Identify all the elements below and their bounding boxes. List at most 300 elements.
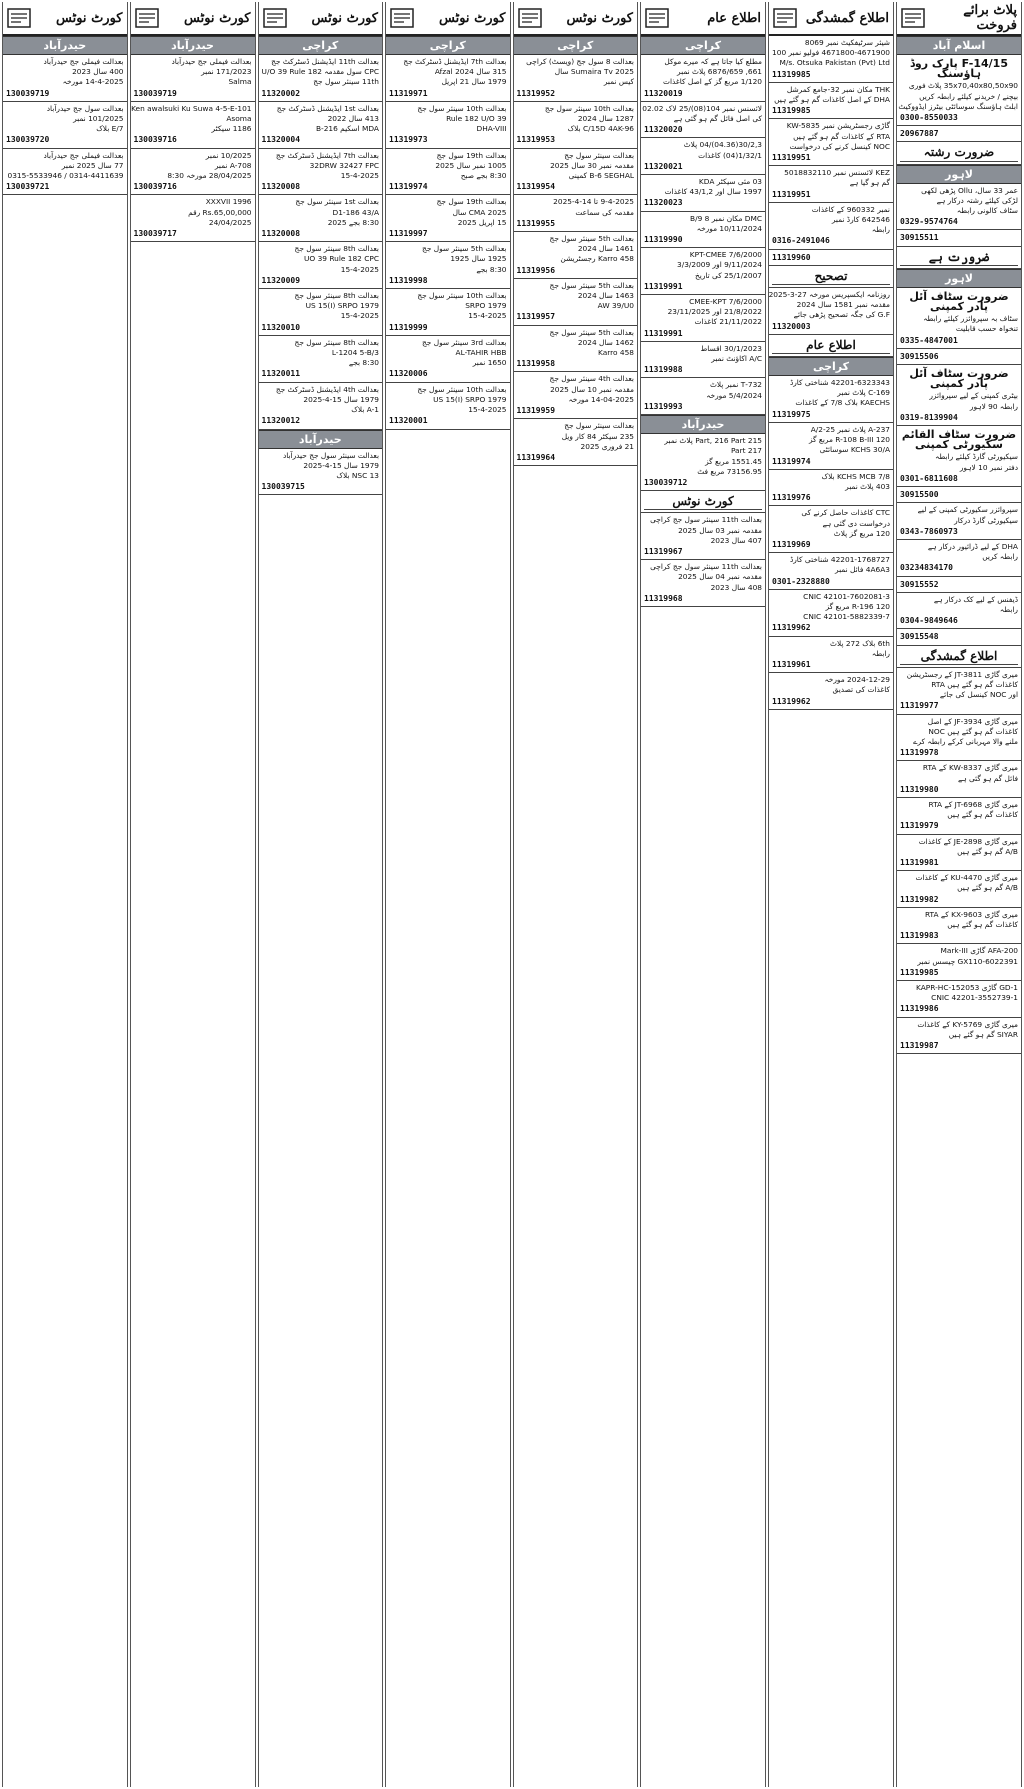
ad-text-line: 03 مئی سیکٹر KDA: [698, 177, 762, 187]
ad-reference-code: 11319985: [772, 69, 811, 79]
ad-text-line: A-1 بلاک: [351, 405, 379, 415]
ad-text-line: CNIC 42101-7602081-3: [803, 591, 890, 601]
classified-ad: [3, 102, 127, 149]
ad-text-line: UO 39 Rule 182 CPC: [304, 254, 379, 264]
classified-ad: [769, 470, 893, 507]
ad-reference-code: 130039719: [6, 88, 50, 98]
ad-text-line: کی اصل فائل گم ہو گئی ہے: [673, 114, 762, 124]
ad-text-line: D1-186 43/A: [332, 207, 379, 217]
ad-text-line: 1997 سال اور 43/1,2 کاغذات: [664, 187, 762, 197]
ad-text-line: بعدالت فیملی جج حیدرآباد: [43, 57, 124, 66]
column-header: [3, 2, 127, 36]
ad-text-line: 30/2,3(04.36)/04 پلاٹ: [683, 140, 762, 150]
ad-text-line: بعدالت 3rd سینئر سول جج: [422, 337, 507, 347]
ad-reference-code: 0329-9574764: [900, 217, 958, 227]
ad-reference-code: 11319952: [516, 88, 556, 98]
ad-text-line: AL-TAHIR HBB: [455, 348, 507, 358]
classified-ad: [641, 491, 765, 513]
ad-reference-code: 11319955: [516, 218, 556, 228]
ad-text-line: روزنامہ ایکسپریس مورخہ 27-3-2025: [768, 290, 890, 300]
ad-text-line: بعدالت 8 سول جج (ویسٹ) کراچی: [526, 57, 634, 66]
classified-ad: [259, 149, 383, 196]
ad-reference-code: 11319954: [516, 182, 556, 192]
classified-ad: [641, 560, 765, 607]
ad-text-line: A-708 نمبر: [214, 160, 252, 170]
ad-reference-code: 11319961: [772, 659, 811, 669]
newspaper-icon: [518, 5, 542, 31]
ad-text-line: بعدالت 10th سینئر سول جج: [544, 103, 634, 113]
classified-ad: [897, 540, 1021, 577]
ad-text-line: 10/2025 نمبر: [205, 150, 252, 160]
ad-text-line: رابطہ 90 لاہور: [969, 401, 1018, 411]
ad-text-line: مطلع کیا جاتا ہے کہ میرے موکل: [664, 57, 762, 66]
classified-column: [258, 2, 384, 1787]
city-band: کراچی: [259, 36, 383, 55]
ad-text-line: 413 سال 2022: [327, 114, 379, 124]
ad-text-line: میری گاڑی KW-8337 کے RTA: [922, 763, 1018, 773]
ad-text-line: 400 سال 2023: [72, 67, 124, 77]
classified-column: [130, 2, 256, 1787]
ad-reference-code: 130039721: [6, 182, 50, 192]
ad-text-line: کاغذات گم ہو گئے ہیں: [947, 810, 1018, 820]
ad-text-line: KCHS 30/A سوسائٹی: [819, 445, 890, 455]
ad-text-line: 1650 نمبر: [472, 358, 507, 368]
ad-text-line: 1005 نمبر سال 2025: [435, 160, 507, 170]
ad-reference-code: 130039717: [133, 229, 177, 239]
ad-text-line: 732-T نمبر پلاٹ: [709, 380, 762, 390]
classified-ad: [897, 871, 1021, 908]
classified-ad: [259, 102, 383, 149]
ad-text-line: C-169 پلاٹ نمبر: [837, 388, 890, 398]
ad-reference-code: 11319999: [389, 322, 428, 332]
ad-reference-code: 0343-7860973: [900, 526, 958, 536]
classified-ad: [769, 83, 893, 120]
ad-text-line: 8:30 بجے 2025: [327, 217, 379, 227]
column-header: [386, 2, 510, 36]
ad-text-line: Salma: [228, 77, 252, 87]
column-heading: کورٹ نوٹس: [184, 10, 251, 26]
classified-ad: [131, 55, 255, 102]
ad-reference-code: 0301-6811608: [900, 473, 958, 483]
classified-ad: [897, 426, 1021, 487]
ad-text-line: DHA کے اصل کاغذات گم ہو گئے ہیں: [774, 95, 890, 105]
ad-text-line: 21/8/2022 اور 23/11/2025: [667, 307, 762, 317]
ad-text-line: لائسنس نمبر 104(08)/25 لاک 02.02: [642, 103, 762, 113]
classified-ad: [641, 378, 765, 415]
column-header: [514, 2, 638, 36]
ad-reference-code: 11319969: [772, 539, 811, 549]
classified-ad: [897, 835, 1021, 872]
ad-reference-code: 11319951: [772, 153, 811, 163]
ad-text-line: 407 سال 2023: [710, 535, 762, 545]
ad-text-line: رابطہ: [871, 225, 890, 235]
ad-text-line: MDA اسکیم 216-B: [315, 124, 379, 134]
ad-text-line: رابطہ کریں: [982, 552, 1018, 562]
classified-ad: [514, 102, 638, 149]
ad-text-line: Karro 458: [597, 348, 634, 358]
ad-reference-code: 11319959: [516, 406, 556, 416]
ad-text-line: 4671800-4671900 فولیو نمبر 100: [772, 48, 890, 58]
ad-text-line: R-108 B-III 120 مربع گز: [808, 435, 890, 445]
ad-reference-code: 11319978: [900, 748, 939, 758]
ad-text-line: 25/1/2007 کی تاریخ: [695, 270, 762, 280]
ad-text-line: 1463 سال 2024: [577, 291, 634, 301]
ad-reference-code: 130039716: [133, 135, 177, 145]
ad-reference-code: 11320020: [644, 125, 683, 135]
classified-ad: [131, 195, 255, 242]
ad-reference-code: 11320023: [644, 198, 683, 208]
ad-reference-code: 30915511: [900, 233, 939, 243]
ad-reference-code: 11319986: [900, 1004, 939, 1014]
ad-text-line: THK مکان نمبر 32-جامع کمرشل: [786, 84, 890, 94]
ad-text-line: 642546 کارڈ نمبر: [831, 215, 890, 225]
ad-reference-code: 0319-8139904: [900, 412, 958, 422]
ad-text-line: بعدالت 5th سینئر سول جج: [549, 327, 634, 337]
classified-ad: [897, 944, 1021, 981]
ad-text-line: 15-4-2025: [340, 171, 379, 181]
newspaper-icon: [390, 5, 414, 31]
ad-reference-code: 11320001: [389, 416, 428, 426]
classified-ad: [259, 289, 383, 336]
ad-text-line: 1979 سال 15-4-2025: [303, 394, 379, 404]
classified-ad: [259, 383, 383, 430]
column-heading: کورٹ نوٹس: [439, 10, 506, 26]
classified-ad: [769, 166, 893, 203]
ad-text-line: بعدالت سول جج حیدرآباد: [46, 103, 124, 113]
ad-text-line: CMA 2025 سال: [452, 207, 507, 217]
ad-reference-code: 11319962: [772, 696, 811, 706]
classified-ad: [897, 247, 1021, 269]
classified-ad: [386, 149, 510, 196]
ad-text-line: Asoma: [226, 114, 252, 124]
ad-text-line: 8:30 بجے: [348, 358, 379, 368]
ad-reference-code: 03234834170: [900, 563, 953, 573]
ad-text-line: CNIC 42101-5882339-7: [803, 612, 890, 622]
ad-reference-code: 11319985: [772, 106, 811, 116]
ad-reference-code: 11319987: [900, 1041, 939, 1051]
classified-ad: [386, 383, 510, 430]
ad-reference-code: 30915506: [900, 351, 939, 361]
ad-text-line: KPT-CMEE 7/6/2000: [689, 250, 762, 260]
ad-text-line: بعدالت 11th سینئر سول جج کراچی: [650, 515, 762, 525]
classified-column: [2, 2, 128, 1787]
ad-text-line: 21/11/2022 کاغذات: [694, 317, 762, 327]
ad-reference-code: 11320021: [644, 161, 683, 171]
ad-reference-code: 11319971: [389, 88, 428, 98]
ad-text-line: CTC کاغذات حاصل کرنے کی: [801, 508, 890, 518]
classified-column: [385, 2, 511, 1787]
classified-ad: [641, 212, 765, 249]
ad-text-line: B-6 SEGHAL کمپنی: [568, 171, 634, 181]
newspaper-icon: [901, 5, 925, 31]
classified-ad: [259, 55, 383, 102]
classified-ad: [769, 637, 893, 674]
ad-reference-code: 11319993: [644, 401, 683, 411]
classified-ad: [897, 629, 1021, 645]
classified-ad: [641, 434, 765, 491]
ad-text-line: AW 39/U0: [597, 301, 634, 311]
classified-ad: [897, 908, 1021, 945]
classified-ad: [259, 195, 383, 242]
column-header: [769, 2, 893, 36]
ad-reference-code: 11319962: [772, 623, 811, 633]
classified-ad: [769, 36, 893, 83]
ad-reference-code: 11319968: [644, 593, 683, 603]
ad-text-line: ابلٹ ہاؤسنگ سوسائٹی بیٹرز ایڈووکیٹ: [898, 101, 1018, 111]
ad-title: ضرورت ہے: [900, 249, 1018, 266]
ad-reference-code: 11319974: [772, 456, 811, 466]
ad-reference-code: 11320012: [261, 416, 301, 426]
classified-ad: [769, 119, 893, 166]
city-band: لاہور: [897, 269, 1021, 288]
ad-text-line: بعدالت 10th سینئر سول جج: [417, 291, 507, 301]
ad-text-line: CPC سول مقدمہ U/O 39 Rule 182: [261, 67, 379, 77]
column-header: [641, 2, 765, 36]
ad-title: F-14/15 پارک روڈ ہاؤسنگ: [910, 57, 1008, 81]
ad-text-line: سیکیورٹی گارڈ درکار: [954, 515, 1018, 525]
ad-text-line: KCHS MCB 7/8 بلاک: [821, 471, 890, 481]
ad-text-line: 6th بلاک 272 پلاٹ: [830, 638, 890, 648]
ad-reference-code: 130039712: [644, 477, 688, 487]
ad-text-line: کاغذات کی تصدیق: [832, 685, 890, 695]
ad-text-line: 15-4-2025: [340, 311, 379, 321]
classified-ad: [897, 349, 1021, 365]
ad-reference-code: 11320004: [261, 135, 301, 145]
ad-text-line: KAECHS بلاک 7/8 کے کاغذات: [795, 398, 890, 408]
ad-title: ضرورت رشتہ: [900, 144, 1018, 161]
ad-reference-code: 0300-8550033: [900, 113, 958, 123]
ad-text-line: 1461 سال 2024: [577, 244, 634, 254]
ad-text-line: 315 سال 2024 Afzal: [434, 67, 507, 77]
ad-text-line: بعدالت 8th سینئر سول جج: [294, 337, 379, 347]
ad-text-line: رابطہ: [871, 648, 890, 658]
ad-text-line: کاغذات گم ہو گئے ہیں RTA: [931, 679, 1018, 689]
classified-ad: [897, 365, 1021, 426]
classified-ad: [131, 102, 255, 149]
ad-title: ضرورت سٹاف آئل پادر کمپنی: [909, 367, 1009, 391]
classified-ad: [769, 553, 893, 590]
ad-text-line: بعدالت 4th ایڈیشنل ڈسٹرکٹ جج: [275, 384, 379, 394]
ad-text-line: بعدالت 4th سینئر سول جج: [549, 374, 634, 384]
ad-text-line: میری گاڑی JE-2898 کے کاغذات: [918, 836, 1018, 846]
ad-reference-code: 11319991: [644, 281, 683, 291]
ad-text-line: 35x70,40x80,50x90 پلاٹ فوری: [908, 81, 1018, 91]
classified-ad: [514, 419, 638, 466]
ad-reference-code: 11320011: [261, 369, 301, 379]
ad-text-line: 235 سیکٹر 84 کار ویل: [561, 431, 634, 441]
ad-text-line: 215 Part, 216 Part پلاٹ نمبر: [664, 436, 762, 446]
classified-ad: [514, 326, 638, 373]
ad-reference-code: 11320008: [261, 229, 301, 239]
ad-reference-code: 11319976: [772, 493, 811, 503]
ad-text-line: کاغذات گم ہو گئے ہیں NOC: [928, 726, 1018, 736]
classified-ad: [386, 102, 510, 149]
ad-text-line: CNIC 42201-3552739-1: [931, 993, 1018, 1003]
classified-ad: [769, 288, 893, 335]
city-band: حیدرآباد: [259, 430, 383, 449]
classified-ad: [514, 372, 638, 419]
ad-text-line: بعدالت فیملی جج حیدرآباد: [171, 57, 252, 66]
ad-reference-code: 11319975: [772, 409, 811, 419]
ad-reference-code: 11319983: [900, 931, 939, 941]
ad-text-line: سپروائزر سکیورٹی کمپنی کے لیے: [917, 505, 1018, 515]
ad-reference-code: 11319953: [516, 135, 556, 145]
ad-reference-code: 11319979: [900, 821, 939, 831]
classified-ad: [641, 342, 765, 379]
ad-text-line: بعدالت 19th سول جج: [436, 197, 507, 207]
ad-text-line: عمر 33 سال، Ollu پڑھی لکھی: [921, 185, 1018, 195]
ad-text-line: رابطہ: [999, 604, 1018, 614]
ad-text-line: US 15(I) SRPO 1979: [305, 301, 379, 311]
classified-ad: [641, 295, 765, 342]
classified-ad: [769, 423, 893, 470]
ad-text-line: 4A6A3 فائل نمبر: [835, 565, 890, 575]
ad-text-line: میری گاڑی JT-6968 کے RTA: [928, 799, 1018, 809]
ad-text-line: SIYAR گم ہو گئے ہیں: [948, 1029, 1018, 1039]
classified-column: [640, 2, 766, 1787]
ad-text-line: تنخواہ حسب قابلیت: [955, 324, 1018, 334]
classified-ad: [769, 506, 893, 553]
column-heading: اطلاع گمشدگی: [805, 10, 889, 26]
ad-text-line: Rs.65,00,000 رقم: [188, 207, 252, 217]
ad-text-line: 2024-12-29 مورخہ: [824, 675, 890, 685]
ad-text-line: 1/32/1(04) کاغذات: [698, 150, 762, 160]
classified-ad: [259, 336, 383, 383]
ad-text-line: بعدالت 7th ایڈیشنل ڈسٹرکٹ جج: [275, 150, 379, 160]
ad-text-line: 1186 سیکٹر: [211, 124, 252, 134]
ad-text-line: بعدالت سینئر سول جج: [564, 150, 634, 160]
ad-text-line: نمبر 960332 کے کاغذات: [811, 204, 890, 214]
city-band: کراچی: [514, 36, 638, 55]
column-heading: اطلاع عام: [707, 10, 761, 26]
classified-column: [896, 2, 1022, 1787]
ad-text-line: 73156.95 مربع فٹ: [697, 466, 762, 476]
ad-text-line: ڈیفنس کے لیے کک درکار ہے: [933, 594, 1018, 604]
ad-title: اطلاع گمشدگی: [900, 648, 1018, 665]
ad-reference-code: 11319951: [772, 189, 811, 199]
classified-ad: [897, 715, 1021, 762]
ad-reference-code: 11319964: [516, 452, 556, 462]
ad-reference-code: 11319977: [900, 701, 939, 711]
ad-text-line: بعدالت 10th سینئر سول جج: [417, 103, 507, 113]
ad-text-line: US 15(I) SRPO 1979: [433, 394, 507, 404]
ad-title: ضرورت سٹاف آئل پادر کمپنی: [909, 289, 1009, 314]
classified-ad: [514, 149, 638, 196]
ad-reference-code: 11319958: [516, 359, 556, 369]
ad-text-line: DMC مکان نمبر 8 B/9: [690, 213, 762, 223]
classified-ad: [131, 149, 255, 196]
ad-text-line: درخواست دی گئی ہے: [822, 518, 890, 528]
ad-text-line: 24/04/2025: [208, 217, 252, 227]
ad-text-line: 15-4-2025: [468, 405, 507, 415]
classified-ad: [897, 55, 1021, 126]
ad-text-line: 30/1/2023 اقساط: [700, 343, 762, 353]
ad-text-line: بعدالت 8th سینئر سول جج: [294, 244, 379, 254]
ad-text-line: A/B گم ہو گئے ہیں: [957, 846, 1018, 856]
ad-text-line: M/s. Otsuka Pakistan (Pvt) Ltd: [779, 58, 890, 68]
ad-reference-code: 130039716: [133, 182, 177, 192]
ad-text-line: 120 مربع گز پلاٹ: [833, 528, 890, 538]
ad-reference-code: 11319956: [516, 265, 556, 275]
ad-text-line: گم ہو گیا ہے: [849, 178, 890, 188]
ad-reference-code: 11319985: [900, 967, 939, 977]
ad-reference-code: 11319980: [900, 784, 939, 794]
classified-ad: [897, 798, 1021, 835]
ad-text-line: 1979 سال 15-4-2025: [303, 460, 379, 470]
ad-reference-code: 11319998: [389, 275, 428, 285]
ad-text-line: بعدالت 1st ایڈیشنل ڈسٹرکٹ جج: [276, 103, 379, 113]
ad-text-line: 1979 SRPO: [465, 301, 507, 311]
ad-text-line: مقدمہ نمبر 04 سال 2025: [678, 572, 762, 582]
ad-text-line: 8:30 بجے صبح: [460, 171, 507, 181]
classified-ad: [769, 335, 893, 357]
ad-reference-code: 30915548: [900, 632, 939, 642]
ad-reference-code: 20967887: [900, 129, 939, 139]
ad-text-line: بعدالت 10th سینئر سول جج: [417, 384, 507, 394]
classified-column: [768, 2, 894, 1787]
ad-text-line: L-1204 5-B/3: [331, 348, 379, 358]
ad-text-line: بعدالت 7th ایڈیشنل ڈسٹرکٹ جج: [403, 57, 507, 66]
city-band: حیدرآباد: [131, 36, 255, 55]
ad-reference-code: 130039719: [133, 88, 177, 98]
ad-text-line: 14-04-2025 مورخہ: [568, 394, 634, 404]
classified-ad: [641, 138, 765, 175]
classified-ad: [386, 55, 510, 102]
ad-text-line: 5/4/2024 مورخہ: [706, 390, 762, 400]
ad-text-line: مقدمہ کی سماعت: [575, 207, 634, 217]
ad-title: تصحیح: [772, 268, 890, 285]
ad-reference-code: 11320008: [261, 182, 301, 192]
ad-text-line: 1287 سال 2024: [577, 114, 634, 124]
ad-text-line: 28/04/2025 مورخہ 8:30: [167, 171, 252, 181]
ad-text-line: XXXVII 1996: [205, 197, 252, 207]
classified-ad: [769, 250, 893, 266]
ad-reference-code: 0301-2328880: [772, 576, 830, 586]
ad-reference-code: 11319997: [389, 229, 428, 239]
ad-reference-code: 11319967: [644, 546, 683, 556]
ad-text-line: A/B گم ہو گئے ہیں: [957, 883, 1018, 893]
classified-ad: [897, 230, 1021, 246]
classified-ad: [897, 184, 1021, 231]
ad-reference-code: 11319988: [644, 365, 683, 375]
classified-ad: [514, 195, 638, 232]
ad-text-line: کاغذات گم ہو گئے ہیں: [947, 920, 1018, 929]
ad-text-line: میری گاڑی KY-5769 کے کاغذات: [917, 1019, 1018, 1029]
ad-text-line: سٹاف بہ سپروائزر کیلئے رابطہ: [923, 314, 1018, 324]
classified-ad: [769, 266, 893, 288]
classified-ad: [897, 126, 1021, 142]
classified-ad: [897, 981, 1021, 1018]
ad-text-line: 8:30 بجے: [476, 264, 507, 274]
classified-column: [513, 2, 639, 1787]
ad-reference-code: 0335-4847001: [900, 335, 958, 345]
ad-text-line: 42201-6323343 شناختی کارڈ: [789, 378, 890, 388]
ad-reference-code: 130039715: [261, 482, 305, 492]
ad-text-line: بعدالت فیملی جج حیدرآباد: [43, 150, 124, 160]
ad-title: اطلاع عام: [772, 337, 890, 354]
ad-reference-code: 11319982: [900, 894, 939, 904]
ad-text-line: 1462 سال 2024: [577, 337, 634, 347]
ad-text-line: 1551.45 مربع گز: [705, 456, 762, 466]
classified-ad: [897, 577, 1021, 593]
ad-text-line: GX110-6022391 چیسس نمبر: [917, 956, 1018, 966]
ad-text-line: بعدالت 11th ایڈیشنل ڈسٹرکٹ جج: [271, 57, 379, 66]
ad-text-line: KEZ لائسنس نمبر 5018832110: [784, 168, 890, 178]
city-band: اسلام آباد: [897, 36, 1021, 55]
ad-text-line: 403 پلاٹ نمبر: [845, 481, 890, 491]
classified-ad: [641, 248, 765, 295]
ad-text-line: 21 فروری 2025: [580, 441, 634, 451]
